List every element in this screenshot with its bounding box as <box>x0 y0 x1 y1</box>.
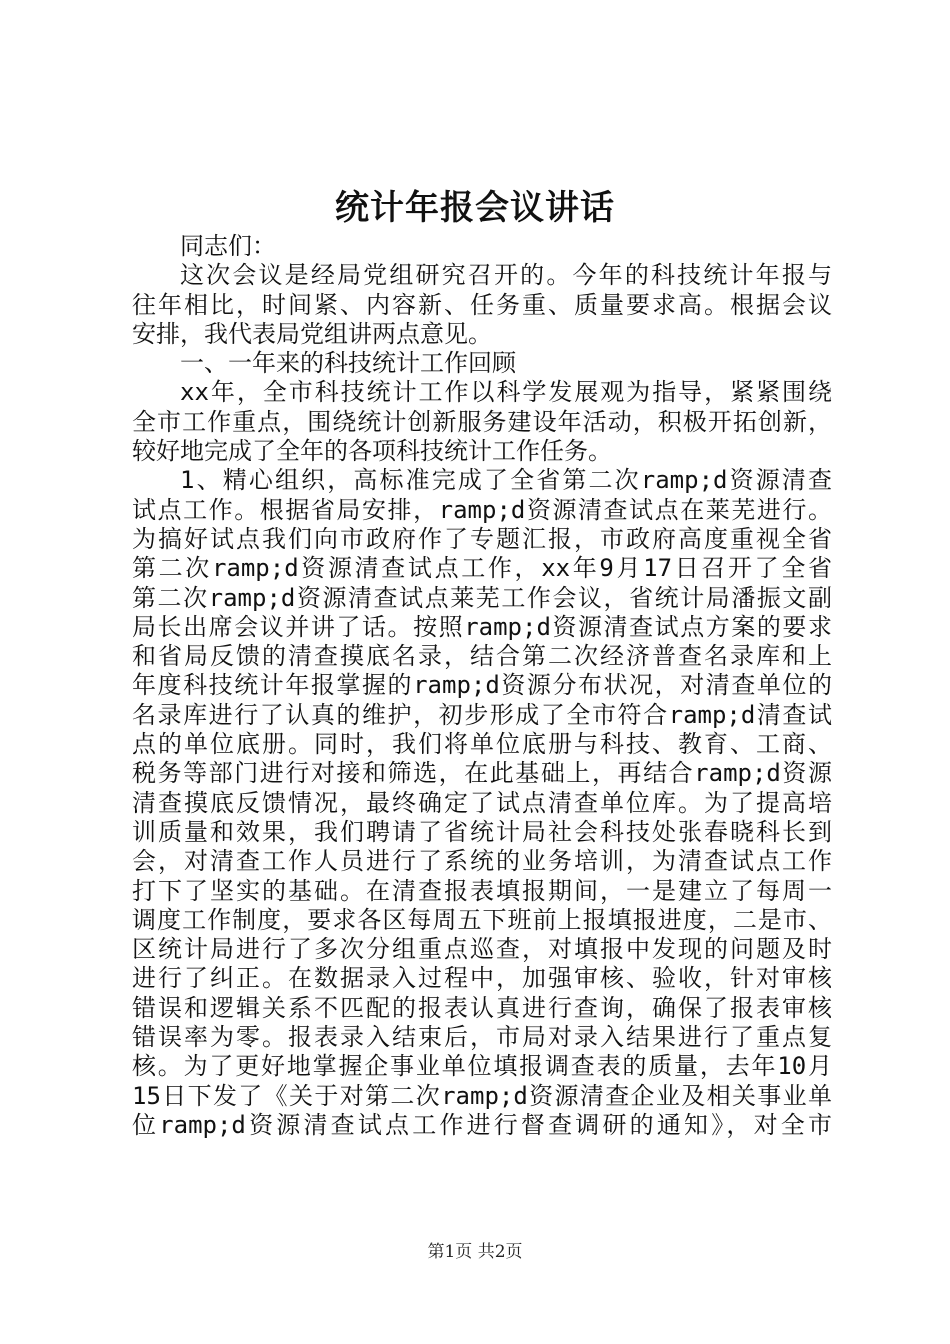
paragraph-line: 错误率为零。报表录入结束后，市局对录入结果进行了重点复 <box>132 1023 832 1052</box>
paragraph-line: 税务等部门进行对接和筛选，在此基础上，再结合ramp;d资源 <box>132 759 832 788</box>
paragraph-line: 名录库进行了认真的维护，初步形成了全市符合ramp;d清查试 <box>132 700 832 729</box>
paragraph-line: 第二次ramp;d资源清查试点莱芜工作会议，省统计局潘振文副 <box>132 583 832 612</box>
paragraph-line: 年度科技统计年报掌握的ramp;d资源分布状况，对清查单位的 <box>132 671 832 700</box>
paragraph-line: 安排，我代表局党组讲两点意见。 <box>132 319 492 348</box>
page-footer: 第1页 共2页 <box>427 1242 523 1262</box>
paragraph-line: 训质量和效果，我们聘请了省统计局社会科技处张春晓科长到 <box>132 817 832 846</box>
paragraph-line: 试点工作。根据省局安排，ramp;d资源清查试点在莱芜进行。 <box>132 495 832 524</box>
paragraph-line: xx年，全市科技统计工作以科学发展观为指导，紧紧围绕 <box>180 378 832 407</box>
paragraph-line: 这次会议是经局党组研究召开的。今年的科技统计年报与 <box>180 261 832 290</box>
paragraph-line: 为搞好试点我们向市政府作了专题汇报，市政府高度重视全省 <box>132 524 832 553</box>
paragraph-line: 调度工作制度，要求各区每周五下班前上报填报进度，二是市、 <box>132 905 832 934</box>
paragraph-line: 核。为了更好地掌握企事业单位填报调查表的质量，去年10月 <box>132 1052 832 1081</box>
paragraph-line: 全市工作重点，围绕统计创新服务建设年活动，积极开拓创新， <box>132 407 832 436</box>
document-title: 统计年报会议讲话 <box>335 188 615 228</box>
paragraph-line: 区统计局进行了多次分组重点巡查，对填报中发现的问题及时 <box>132 935 832 964</box>
paragraph-line: 较好地完成了全年的各项科技统计工作任务。 <box>132 437 612 466</box>
paragraph-line: 位ramp;d资源清查试点工作进行督查调研的通知》，对全市 <box>132 1110 832 1139</box>
paragraph-line: 往年相比，时间紧、内容新、任务重、质量要求高。根据会议 <box>132 290 832 319</box>
paragraph-line: 局长出席会议并讲了话。按照ramp;d资源清查试点方案的要求 <box>132 612 832 641</box>
paragraph-line: 15日下发了《关于对第二次ramp;d资源清查企业及相关事业单 <box>132 1081 832 1110</box>
paragraph-line: 第二次ramp;d资源清查试点工作，xx年9月17日召开了全省 <box>132 554 832 583</box>
paragraph-line: 打下了坚实的基础。在清查报表填报期间，一是建立了每周一 <box>132 876 832 905</box>
paragraph-line: 进行了纠正。在数据录入过程中，加强审核、验收，针对审核 <box>132 964 832 993</box>
paragraph-line: 1、精心组织，高标准完成了全省第二次ramp;d资源清查 <box>180 466 832 495</box>
document-body <box>132 232 832 1140</box>
paragraph-line: 错误和逻辑关系不匹配的报表认真进行查询，确保了报表审核 <box>132 993 832 1022</box>
paragraph-line: 点的单位底册。同时，我们将单位底册与科技、教育、工商、 <box>132 730 832 759</box>
paragraph-line: 清查摸底反馈情况，最终确定了试点清查单位库。为了提高培 <box>132 788 832 817</box>
paragraph-line: 和省局反馈的清查摸底名录，结合第二次经济普查名录库和上 <box>132 642 832 671</box>
section-heading: 一、一年来的科技统计工作回顾 <box>180 349 516 378</box>
paragraph-line: 会，对清查工作人员进行了系统的业务培训，为清查试点工作 <box>132 847 832 876</box>
salutation: 同志们： <box>180 232 276 260</box>
